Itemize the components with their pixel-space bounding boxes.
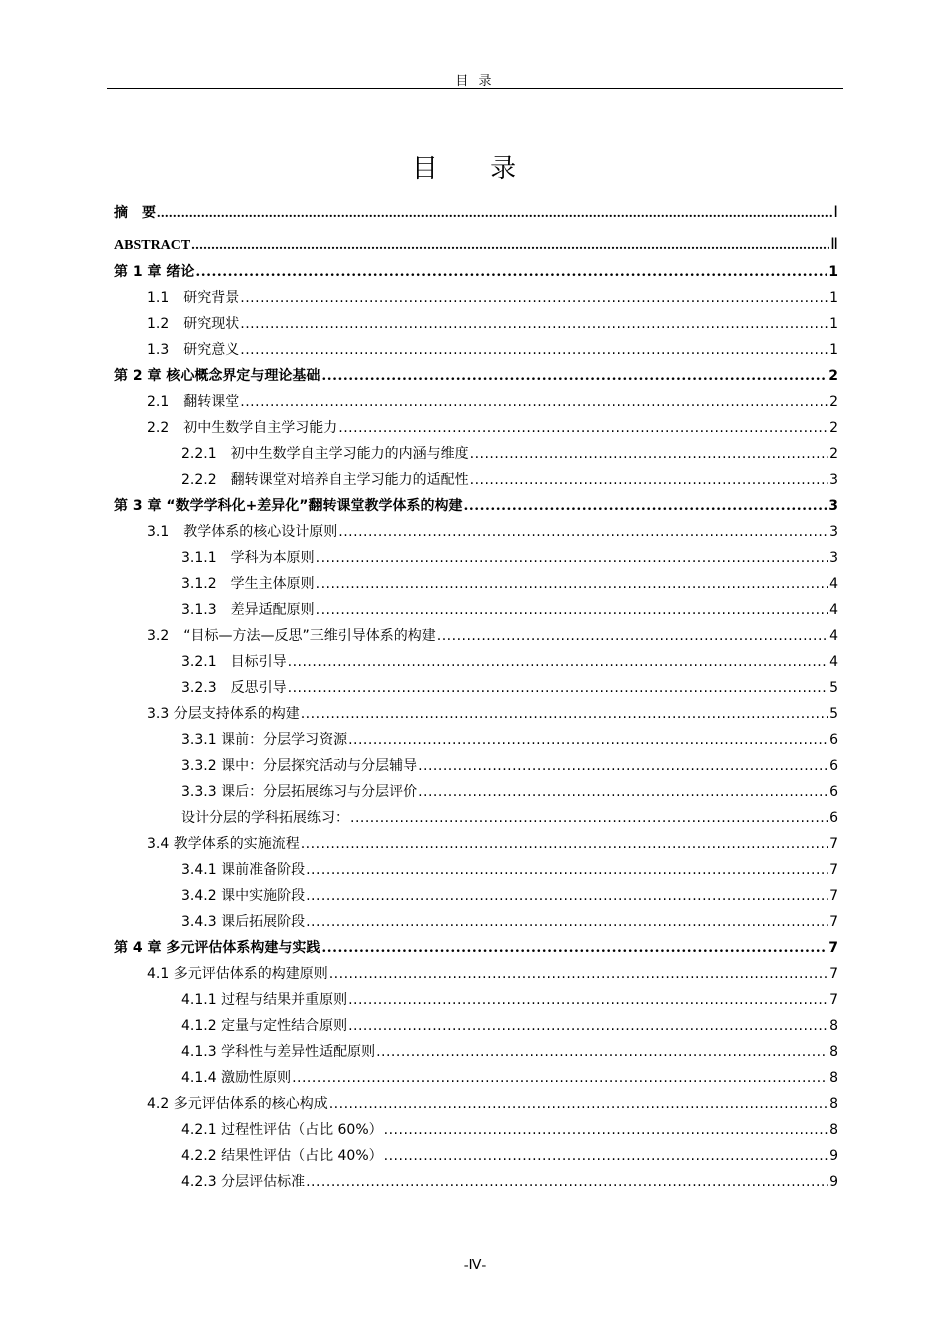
- toc-entry-subsection[interactable]: [181, 885, 838, 905]
- toc-entry-page: 7: [828, 940, 838, 956]
- toc-entry-abstract-en[interactable]: [114, 234, 838, 254]
- toc-entry-subsection[interactable]: [181, 989, 838, 1009]
- toc-entry-section[interactable]: [147, 313, 838, 333]
- toc-leader-dots: [306, 888, 828, 904]
- toc-entry-page: 6: [829, 784, 838, 800]
- toc-leader-dots: [191, 238, 829, 254]
- toc-entry-label: 第 4 章 多元评估体系构建与实践: [114, 940, 321, 956]
- toc-entry-page: 1: [829, 342, 838, 358]
- toc-entry-label: 3.1.2 学生主体原则: [181, 576, 315, 592]
- header-divider: [107, 88, 843, 89]
- toc-entry-label: 4.2.2 结果性评估（占比 40%）: [181, 1148, 383, 1164]
- toc-leader-dots: [329, 1096, 828, 1112]
- toc-entry-label: 2.2 初中生数学自主学习能力: [147, 420, 338, 436]
- toc-entry-label: 2.1 翻转课堂: [147, 394, 240, 410]
- toc-entry-page: 2: [829, 446, 838, 462]
- toc-entry-section[interactable]: [147, 963, 838, 983]
- toc-entry-subsection[interactable]: [181, 729, 838, 749]
- toc-entry-section[interactable]: [147, 287, 838, 307]
- toc-entry-page: 4: [829, 654, 838, 670]
- toc-entry-page: 2: [829, 394, 838, 410]
- toc-entry-section[interactable]: [147, 833, 838, 853]
- toc-entry-subsection[interactable]: [181, 755, 838, 775]
- toc-entry-page: 3: [828, 498, 838, 514]
- toc-entry-page: 8: [829, 1122, 838, 1138]
- toc-entry-label: 第 1 章 绪论: [114, 264, 195, 280]
- toc-entry-label: 4.1.1 过程与结果并重原则: [181, 992, 348, 1008]
- toc-entry-label: 4.1 多元评估体系的构建原则: [147, 966, 328, 982]
- toc-entry-label: 4.2.3 分层评估标准: [181, 1174, 306, 1190]
- toc-entry-section[interactable]: [147, 521, 838, 541]
- toc-entry-page: 4: [829, 628, 838, 644]
- running-header: 目 录: [455, 74, 495, 89]
- toc-entry-subsection[interactable]: [181, 807, 838, 827]
- toc-entry-label: 4.2 多元评估体系的核心构成: [147, 1096, 328, 1112]
- toc-entry-subsection[interactable]: [181, 781, 838, 801]
- toc-entry-abstract-cn[interactable]: [114, 202, 838, 222]
- toc-entry-label: 1.2 研究现状: [147, 316, 240, 332]
- toc-entry-page: 5: [829, 706, 838, 722]
- toc-leader-dots: [288, 654, 828, 670]
- toc-entry-label: 设计分层的学科拓展练习：: [181, 810, 349, 826]
- toc-entry-label: 第 2 章 核心概念界定与理论基础: [114, 368, 321, 384]
- toc-entry-subsection[interactable]: [181, 1041, 838, 1061]
- toc-entry-page: 4: [829, 602, 838, 618]
- toc-leader-dots: [464, 498, 828, 514]
- toc-entry-page: 6: [829, 732, 838, 748]
- toc-entry-label: 3.1.3 差异适配原则: [181, 602, 315, 618]
- toc-leader-dots: [316, 550, 828, 566]
- toc-leader-dots: [306, 914, 828, 930]
- toc-entry-page: 3: [829, 550, 838, 566]
- toc-entry-page: 4: [829, 576, 838, 592]
- toc-entry-subsection[interactable]: [181, 651, 838, 671]
- toc-entry-page: 7: [829, 888, 838, 904]
- toc-entry-label: 3.4.1 课前准备阶段: [181, 862, 306, 878]
- toc-leader-dots: [329, 966, 828, 982]
- toc-entry-subsection[interactable]: [181, 469, 838, 489]
- toc-entry-label: 3.3.1 课前：分层学习资源: [181, 732, 348, 748]
- toc-leader-dots: [384, 1122, 828, 1138]
- toc-entry-label: 3.2 “目标—方法—反思”三维引导体系的构建: [147, 628, 436, 644]
- toc-entry-label: 1.1 研究背景: [147, 290, 240, 306]
- toc-leader-dots: [240, 316, 828, 332]
- toc-entry-page: 8: [829, 1018, 838, 1034]
- toc-entry-page: 1: [828, 264, 838, 280]
- toc-entry-section[interactable]: [147, 703, 838, 723]
- toc-entry-section[interactable]: [147, 1093, 838, 1113]
- toc-entry-label: 4.1.4 激励性原则: [181, 1070, 292, 1086]
- toc-leader-dots: [301, 706, 828, 722]
- toc-leader-dots: [350, 810, 828, 826]
- toc-leader-dots: [240, 342, 828, 358]
- toc-leader-dots: [470, 472, 828, 488]
- toc-entry-subsection[interactable]: [181, 859, 838, 879]
- toc-entry-label: 3.1.1 学科为本原则: [181, 550, 315, 566]
- toc-leader-dots: [316, 576, 828, 592]
- toc-leader-dots: [384, 1148, 828, 1164]
- toc-entry-subsection[interactable]: [181, 1171, 838, 1191]
- toc-leader-dots: [306, 862, 828, 878]
- toc-entry-page: 9: [829, 1174, 838, 1190]
- toc-entry-chapter-2[interactable]: [114, 365, 838, 385]
- toc-entry-section[interactable]: [147, 391, 838, 411]
- toc-entry-page: 5: [829, 680, 838, 696]
- toc-entry-subsection[interactable]: [181, 599, 838, 619]
- toc-leader-dots: [321, 368, 827, 384]
- toc-entry-page: Ⅰ: [833, 204, 838, 221]
- toc-entry-page: Ⅱ: [830, 236, 838, 253]
- toc-entry-subsection[interactable]: [181, 547, 838, 567]
- toc-leader-dots: [157, 206, 832, 222]
- toc-entry-section[interactable]: [147, 417, 838, 437]
- toc-entry-page: 6: [829, 758, 838, 774]
- toc-entry-label: 2.2.1 初中生数学自主学习能力的内涵与维度: [181, 446, 469, 462]
- toc-entry-page: 8: [829, 1096, 838, 1112]
- toc-entry-chapter-4[interactable]: [114, 937, 838, 957]
- toc-leader-dots: [321, 940, 827, 956]
- toc-entry-page: 6: [829, 810, 838, 826]
- toc-entry-subsection[interactable]: [181, 677, 838, 697]
- toc-entry-section[interactable]: [147, 625, 838, 645]
- toc-leader-dots: [348, 732, 828, 748]
- toc-entry-subsection[interactable]: [181, 1145, 838, 1165]
- toc-entry-label: 3.3.3 课后：分层拓展练习与分层评价: [181, 784, 418, 800]
- toc-entry-page: 3: [829, 524, 838, 540]
- toc-entry-label: 4.2.1 过程性评估（占比 60%）: [181, 1122, 383, 1138]
- toc-leader-dots: [418, 784, 828, 800]
- toc-entry-label: 3.3.2 课中：分层探究活动与分层辅导: [181, 758, 418, 774]
- toc-leader-dots: [288, 680, 828, 696]
- page-title: 目 录: [411, 154, 539, 184]
- toc-leader-dots: [306, 1174, 828, 1190]
- toc-leader-dots: [437, 628, 828, 644]
- toc-leader-dots: [348, 1018, 828, 1034]
- toc-entry-section[interactable]: [147, 339, 838, 359]
- toc-entry-page: 7: [829, 966, 838, 982]
- toc-entry-page: 1: [829, 316, 838, 332]
- toc-leader-dots: [316, 602, 828, 618]
- toc-entry-label: 3.4 教学体系的实施流程: [147, 836, 300, 852]
- toc-leader-dots: [338, 420, 828, 436]
- toc-entry-label: 摘 要: [114, 206, 156, 221]
- toc-entry-label: 3.1 教学体系的核心设计原则: [147, 524, 338, 540]
- toc-entry-page: 7: [829, 914, 838, 930]
- toc-entry-label: 3.2.3 反思引导: [181, 680, 287, 696]
- toc-entry-page: 2: [829, 420, 838, 436]
- toc-entry-subsection[interactable]: [181, 1067, 838, 1087]
- toc-leader-dots: [240, 290, 828, 306]
- toc-leader-dots: [418, 758, 828, 774]
- toc-leader-dots: [292, 1070, 828, 1086]
- toc-entry-label: 3.2.1 目标引导: [181, 654, 287, 670]
- toc-entry-page: 1: [829, 290, 838, 306]
- toc-entry-page: 7: [829, 992, 838, 1008]
- toc-entry-page: 8: [829, 1070, 838, 1086]
- toc-entry-page: 2: [828, 368, 838, 384]
- toc-leader-dots: [348, 992, 828, 1008]
- toc-entry-page: 7: [829, 862, 838, 878]
- toc-entry-label: ABSTRACT: [114, 238, 191, 253]
- toc-entry-label: 1.3 研究意义: [147, 342, 240, 358]
- toc-entry-label: 第 3 章 “数学学科化+差异化”翻转课堂教学体系的构建: [114, 498, 463, 514]
- toc-entry-label: 4.1.3 学科性与差异性适配原则: [181, 1044, 376, 1060]
- toc-entry-label: 2.2.2 翻转课堂对培养自主学习能力的适配性: [181, 472, 469, 488]
- toc-entry-label: 4.1.2 定量与定性结合原则: [181, 1018, 348, 1034]
- toc-entry-page: 3: [829, 472, 838, 488]
- toc-entry-chapter-3[interactable]: [114, 495, 838, 515]
- toc-entry-subsection[interactable]: [181, 1015, 838, 1035]
- toc-entry-label: 3.4.2 课中实施阶段: [181, 888, 306, 904]
- toc-entry-page: 7: [829, 836, 838, 852]
- toc-entry-label: 3.4.3 课后拓展阶段: [181, 914, 306, 930]
- toc-entry-subsection[interactable]: [181, 443, 838, 463]
- page-number: -Ⅳ-: [463, 1258, 487, 1273]
- toc-entry-subsection[interactable]: [181, 573, 838, 593]
- toc-entry-subsection[interactable]: [181, 1119, 838, 1139]
- toc-leader-dots: [301, 836, 828, 852]
- toc-entry-subsection[interactable]: [181, 911, 838, 931]
- toc-entry-label: 3.3 分层支持体系的构建: [147, 706, 300, 722]
- toc-entry-chapter-1[interactable]: [114, 261, 838, 281]
- toc-leader-dots: [470, 446, 828, 462]
- toc-entry-page: 9: [829, 1148, 838, 1164]
- toc-leader-dots: [195, 264, 827, 280]
- toc-leader-dots: [376, 1044, 828, 1060]
- toc-leader-dots: [338, 524, 828, 540]
- toc-entry-page: 8: [829, 1044, 838, 1060]
- toc-leader-dots: [240, 394, 828, 410]
